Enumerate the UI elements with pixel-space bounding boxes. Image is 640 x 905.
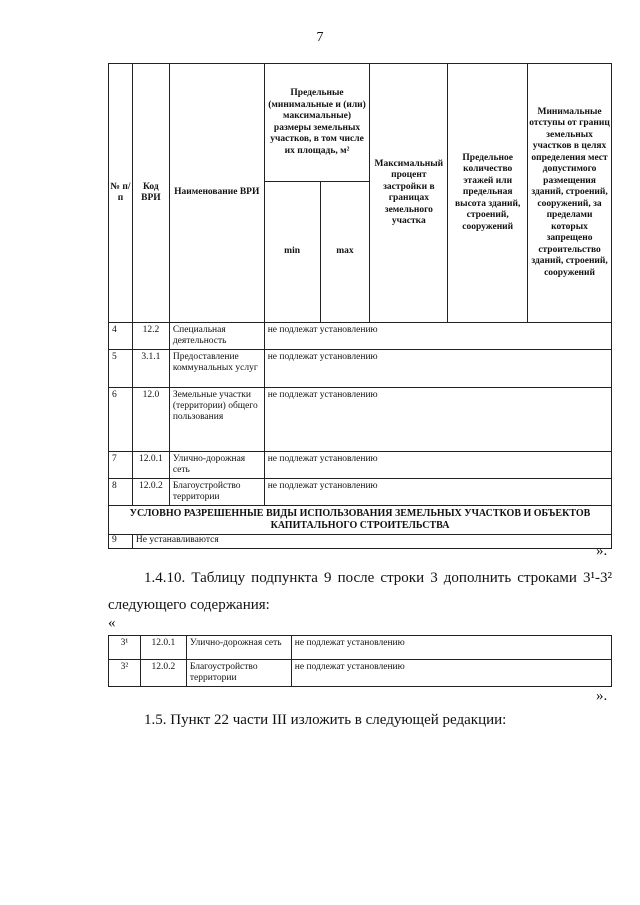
row-name: Благоустройство территории xyxy=(169,479,264,506)
table-row xyxy=(109,388,612,452)
row-num: 5 xyxy=(109,350,133,388)
table-row xyxy=(109,350,612,388)
page-number: 7 xyxy=(316,30,324,45)
close-quote: ». xyxy=(596,543,608,559)
row-value: не подлежат установлению xyxy=(264,323,611,350)
row-num: 3² xyxy=(109,660,141,687)
header-max: max xyxy=(320,182,370,323)
paragraph-1-4-10: 1.4.10. Таблицу подпункта 9 после строки 3 дополнить строками 3¹-3² следующего содержания: xyxy=(108,570,612,613)
row-code: 12.0.2 xyxy=(132,479,169,506)
table-row xyxy=(109,479,612,506)
row-code: 12.0.1 xyxy=(132,452,169,479)
row-num: 4 xyxy=(109,323,133,350)
row-num: 8 xyxy=(109,479,133,506)
row-value: не подлежат установлению xyxy=(264,350,611,388)
header-sizes-text: Предельные (минимальные и (или) максимальные) размеры земельных участков, в том числе их площадь, м² xyxy=(268,88,366,156)
header-name: Наименование ВРИ xyxy=(169,64,264,323)
row-value: не подлежат установлению xyxy=(264,388,611,452)
row-value: Не устанавливаются xyxy=(132,535,611,549)
row-num: 9 xyxy=(109,535,133,549)
row-code: 12.0 xyxy=(132,388,169,452)
row-value: не подлежат установлению xyxy=(264,479,611,506)
open-quote: « xyxy=(108,615,116,631)
row-num: 3¹ xyxy=(109,636,141,660)
header-num: № п/п xyxy=(109,64,133,323)
table-row xyxy=(109,535,612,549)
insert-table xyxy=(108,635,612,687)
row-code: 12.0.1 xyxy=(140,636,186,660)
section-title: УСЛОВНО РАЗРЕШЕННЫЕ ВИДЫ ИСПОЛЬЗОВАНИЯ ЗЕМЕЛЬНЫХ УЧАСТКОВ И ОБЪЕКТОВ КАПИТАЛЬНОГО СТРОИТЕЛЬСТВА xyxy=(109,506,612,535)
row-value: не подлежат установлению xyxy=(291,636,611,660)
row-name: Земельные участки (территории) общего пользования xyxy=(169,388,264,452)
row-name: Предоставление коммунальных услуг xyxy=(169,350,264,388)
row-name: Специальная деятельность xyxy=(169,323,264,350)
row-value: не подлежат установлению xyxy=(264,452,611,479)
row-name: Улично-дорожная сеть xyxy=(169,452,264,479)
table-row xyxy=(109,452,612,479)
row-code: 3.1.1 xyxy=(132,350,169,388)
table-row xyxy=(109,323,612,350)
close-quote: ». xyxy=(596,688,608,704)
header-code: Код ВРИ xyxy=(132,64,169,323)
row-name: Улично-дорожная сеть xyxy=(186,636,291,660)
table-row xyxy=(109,660,612,687)
header-percent: Максимальный процент застройки в границах земельного участка xyxy=(370,64,448,323)
row-num: 7 xyxy=(109,452,133,479)
row-num: 6 xyxy=(109,388,133,452)
header-sizes xyxy=(264,64,370,182)
table-row xyxy=(109,636,612,660)
row-code: 12.2 xyxy=(132,323,169,350)
zoning-table xyxy=(108,63,612,549)
header-floors: Предельное количество этажей или предельная высота зданий, строений, сооружений xyxy=(448,64,528,323)
paragraph-1-5: 1.5. Пункт 22 части III изложить в следующей редакции: xyxy=(144,712,507,728)
row-name: Благоустройство территории xyxy=(186,660,291,687)
header-min: min xyxy=(264,182,320,323)
row-code: 12.0.2 xyxy=(140,660,186,687)
header-setback: Минимальные отступы от границ земельных участков в целях определения мест допустимого размещения зданий, строений, сооружений, за пределами которых запрещено строительство зданий, строений, сооружений xyxy=(528,64,612,323)
row-value: не подлежат установлению xyxy=(291,660,611,687)
